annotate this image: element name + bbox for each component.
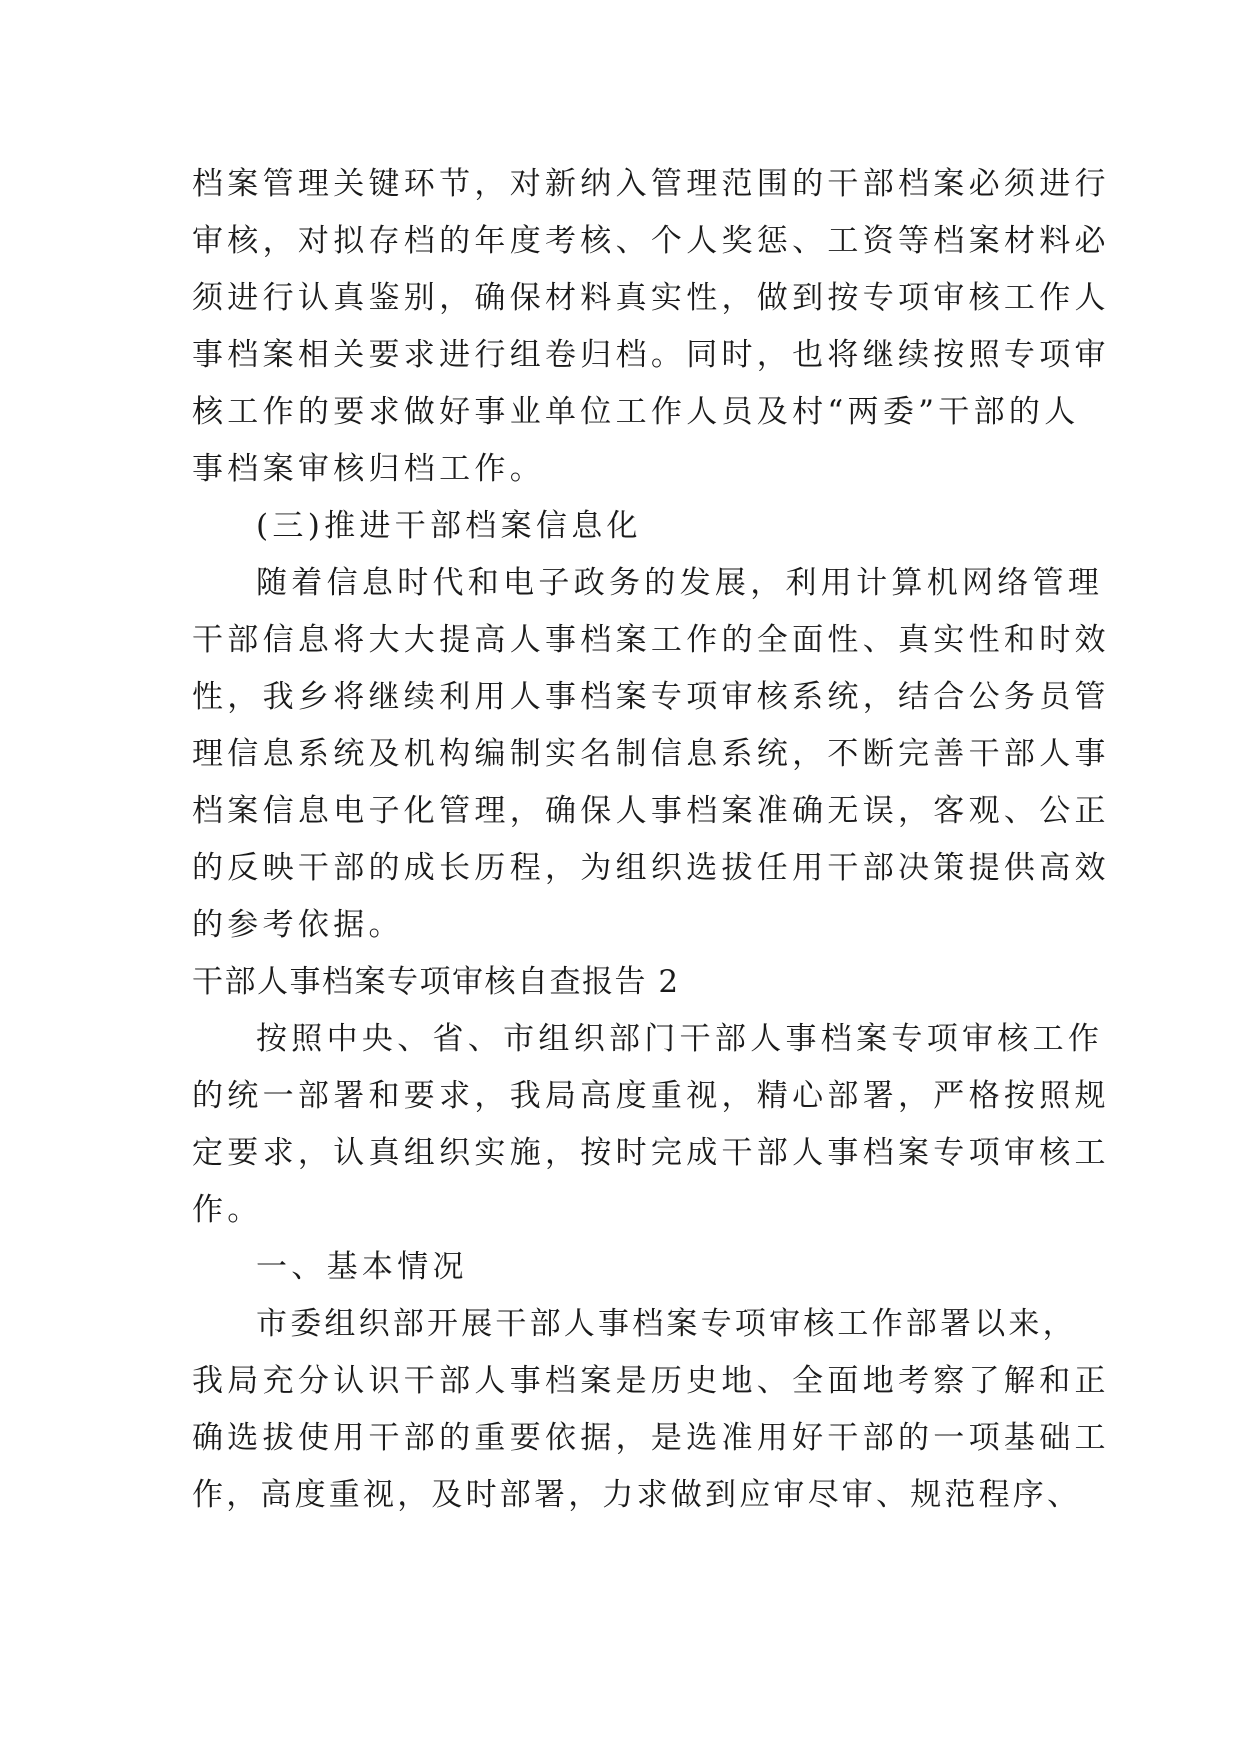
paragraph-line: 审核，对拟存档的年度考核、个人奖惩、工资等档案材料必 [192,223,1110,259]
paragraph-line: 确选拔使用干部的重要依据，是选准用好干部的一项基础工 [192,1420,1110,1456]
paragraph-line: 性，我乡将继续利用人事档案专项审核系统，结合公务员管 [192,679,1110,715]
paragraph-line: 随着信息时代和电子政务的发展，利用计算机网络管理 [256,565,1104,601]
paragraph-line: 档案管理关键环节，对新纳入管理范围的干部档案必须进行 [192,166,1110,202]
paragraph-line: 市委组织部开展干部人事档案专项审核工作部署以来， [256,1306,1077,1342]
paragraph-line: 的反映干部的成长历程，为组织选拔任用干部决策提供高效 [192,850,1110,886]
paragraph-line: 须进行认真鉴别，确保材料真实性，做到按专项审核工作人 [192,280,1110,316]
document-body [192,156,1110,1524]
paragraph-line: 的统一部署和要求，我局高度重视，精心部署，严格按照规 [192,1078,1110,1114]
paragraph-line: 事档案审核归档工作。 [192,451,545,487]
paragraph-line: 核工作的要求做好事业单位工作人员及村“两委”干部的人 [192,394,1080,430]
paragraph-line: 干部信息将大大提高人事档案工作的全面性、真实性和时效 [192,622,1110,658]
paragraph-line: 按照中央、省、市组织部门干部人事档案专项审核工作 [256,1021,1104,1057]
paragraph-line: 的参考依据。 [192,907,404,943]
paragraph-line: 作，高度重视，及时部署，力求做到应审尽审、规范程序、 [192,1477,1082,1513]
report-title: 干部人事档案专项审核自查报告 2 [192,964,680,1000]
paragraph-line: 我局充分认识干部人事档案是历史地、全面地考察了解和正 [192,1363,1110,1399]
section-heading-1: 一、基本情况 [256,1249,468,1285]
paragraph-line: 档案信息电子化管理，确保人事档案准确无误，客观、公正 [192,793,1110,829]
paragraph-line: 作。 [192,1192,263,1228]
section-heading-3: (三)推进干部档案信息化 [256,508,642,544]
paragraph-line: 定要求，认真组织实施，按时完成干部人事档案专项审核工 [192,1135,1110,1171]
paragraph-line: 事档案相关要求进行组卷归档。同时，也将继续按照专项审 [192,337,1110,373]
paragraph-line: 理信息系统及机构编制实名制信息系统，不断完善干部人事 [192,736,1110,772]
